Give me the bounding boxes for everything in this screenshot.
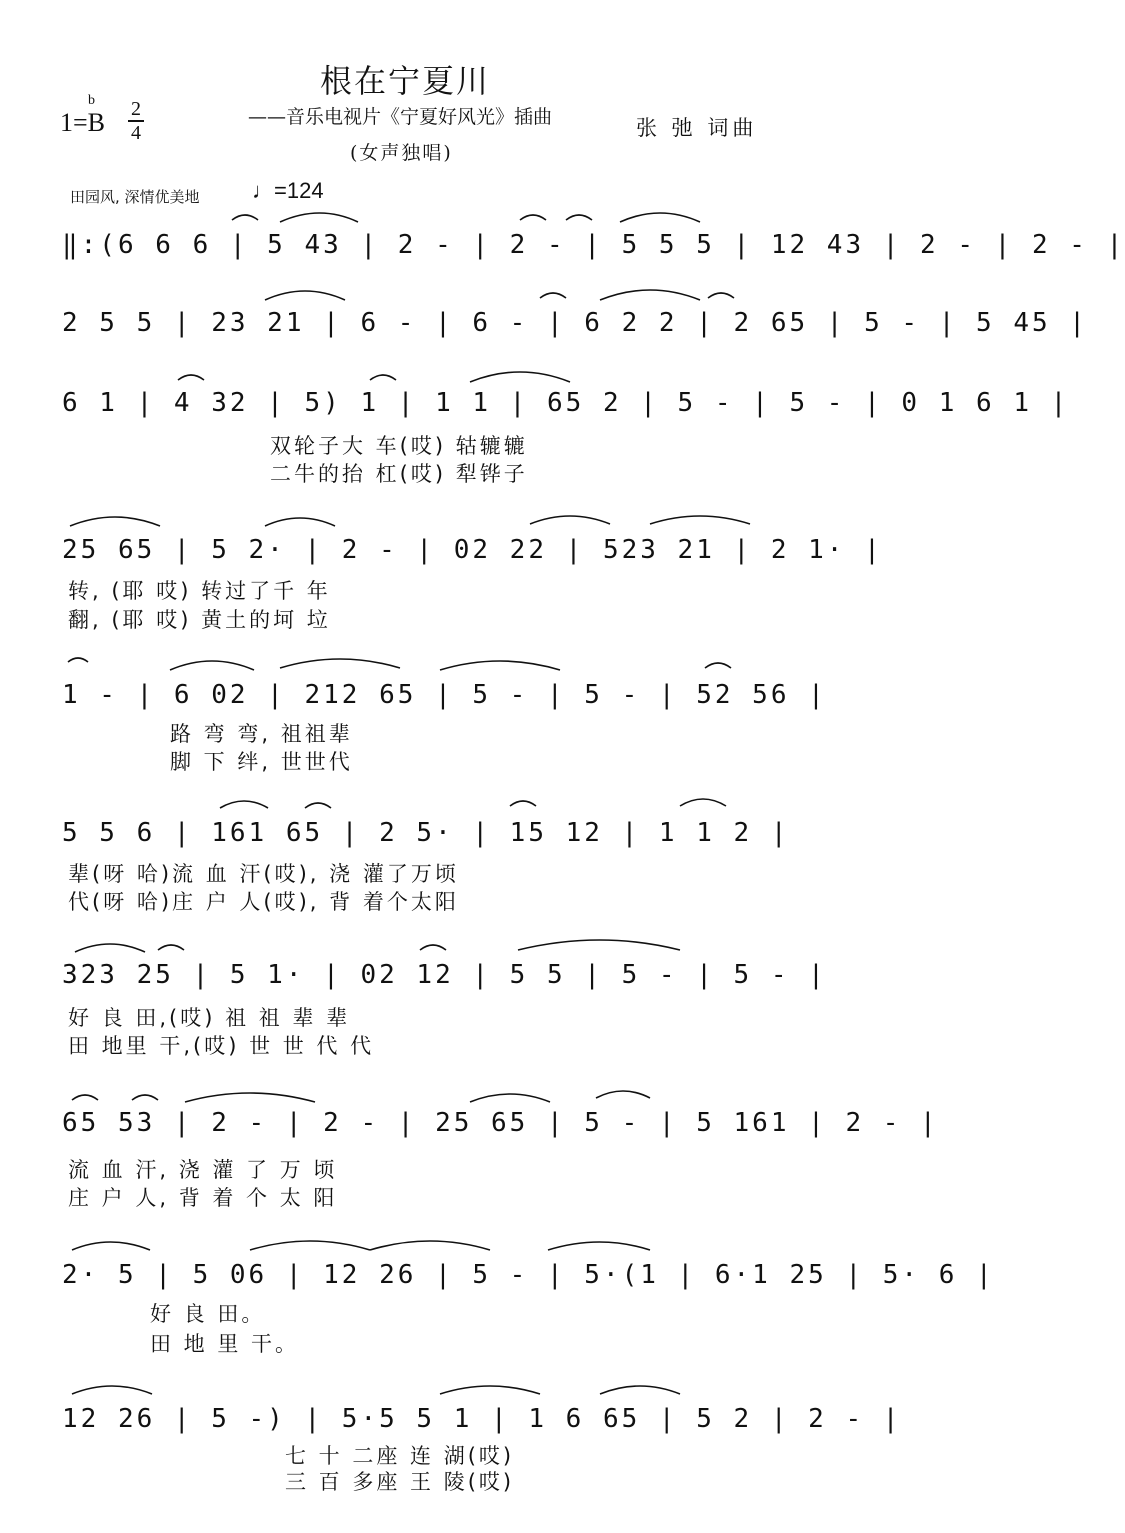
score-line: 2· 5 | 5 06 | 12 26 | 5 - | 5·(1 | 6·1 25 | 5· 6 | xyxy=(62,1260,995,1290)
slur xyxy=(596,1091,650,1098)
slur xyxy=(540,293,566,298)
slur xyxy=(548,1242,650,1250)
lyric-line: 代(呀 哈)庄 户 人(哎), 背 着个太阳 xyxy=(68,890,459,914)
slur xyxy=(650,516,750,524)
score-line: ‖:(6 6 6 | 5 43 | 2 - | 2 - | 5 5 5 | 12 43 | 2 - | 2 - | xyxy=(62,230,1125,260)
slur xyxy=(250,1241,370,1250)
lyric-line: 好 良 田。 xyxy=(150,1302,266,1326)
slur xyxy=(470,372,570,382)
lyric-line: 好 良 田,(哎) 祖 祖 辈 辈 xyxy=(68,1006,351,1030)
score-line: 12 26 | 5 -) | 5·5 5 1 | 1 6 65 | 5 2 | 2 - | xyxy=(62,1404,902,1434)
score-line: 6 1 | 4 32 | 5) 1 | 1 1 | 65 2 | 5 - | 5 - | 0 1 6 1 | xyxy=(62,388,1070,418)
slur xyxy=(265,518,335,526)
slur xyxy=(185,1093,315,1102)
score-line: 323 25 | 5 1· | 02 12 | 5 5 | 5 - | 5 - | xyxy=(62,960,827,990)
lyric-line: 辈(呀 哈)流 血 汗(哎), 浇 灌了万顷 xyxy=(68,862,459,886)
lyric-line: 路 弯 弯, 祖祖辈 xyxy=(170,722,353,746)
slur xyxy=(440,1386,540,1394)
key-prefix: 1= xyxy=(60,108,88,137)
slur xyxy=(158,945,184,950)
lyric-line: 翻, (耶 哎) 黄土的坷 垃 xyxy=(68,608,331,632)
slur xyxy=(72,1386,152,1394)
score-line: 5 5 6 | 161 65 | 2 5· | 15 12 | 1 1 2 | xyxy=(62,818,790,848)
slur xyxy=(708,293,734,298)
time-signature xyxy=(128,98,144,144)
slur xyxy=(600,1386,680,1394)
slur xyxy=(530,516,610,524)
lyric-line: 三 百 多座 王 陵(哎) xyxy=(285,1470,515,1494)
title: 根在宁夏川 xyxy=(319,62,490,100)
slur xyxy=(370,1241,490,1250)
lyric-line: 田 地里 干,(哎) 世 世 代 代 xyxy=(68,1034,375,1058)
lyric-line: 七 十 二座 连 湖(哎) xyxy=(285,1444,515,1468)
slur xyxy=(72,1095,98,1100)
lyric-line: 脚 下 绊, 世世代 xyxy=(170,750,353,774)
key-signature xyxy=(60,108,105,138)
slur xyxy=(305,803,331,808)
slur xyxy=(220,801,268,808)
key-note: B xyxy=(87,108,106,137)
slur xyxy=(420,945,446,950)
slur xyxy=(600,290,700,300)
slur xyxy=(370,375,396,380)
meter-bottom: 4 xyxy=(131,122,141,144)
composer: 张 弛 词曲 xyxy=(636,116,758,140)
slur xyxy=(520,215,546,220)
slur xyxy=(68,658,88,662)
tempo-mark: ♩=124 xyxy=(252,178,324,203)
lyric-line: 转, (耶 哎) 转过了千 年 xyxy=(68,579,331,603)
score-line: 1 - | 6 02 | 212 65 | 5 - | 5 - | 52 56 | xyxy=(62,680,827,710)
slur xyxy=(280,213,358,222)
voice-type: (女声独唱) xyxy=(350,142,453,164)
slur xyxy=(566,215,592,220)
slur xyxy=(70,517,160,526)
slur xyxy=(705,663,731,668)
slur xyxy=(680,799,726,806)
slur xyxy=(510,801,536,806)
slur xyxy=(178,375,204,380)
slur xyxy=(75,944,145,952)
key-flat: b xyxy=(88,93,95,108)
slur xyxy=(280,659,400,668)
lyric-line: 流 血 汗, 浇 灌 了 万 顷 xyxy=(68,1158,338,1182)
lyric-line: 二牛的抬 杠(哎) 犁铧子 xyxy=(270,462,528,486)
slur xyxy=(72,1242,150,1250)
slur xyxy=(232,215,258,220)
meter-top: 2 xyxy=(131,98,141,120)
slur xyxy=(440,661,560,670)
expression-mark: 田园风, 深情优美地 xyxy=(70,188,200,206)
slur xyxy=(170,661,254,670)
subtitle: ——音乐电视片《宁夏好风光》插曲 xyxy=(248,106,553,128)
lyric-line: 庄 户 人, 背 着 个 太 阳 xyxy=(68,1186,338,1210)
slur xyxy=(470,1094,550,1102)
slur xyxy=(620,213,700,222)
lyric-line: 田 地 里 干。 xyxy=(150,1332,300,1356)
score-line: 25 65 | 5 2· | 2 - | 02 22 | 523 21 | 2 1· | xyxy=(62,535,883,565)
slur xyxy=(265,291,345,300)
score-line: 65 53 | 2 - | 2 - | 25 65 | 5 - | 5 161 | 2 - | xyxy=(62,1108,939,1138)
slur xyxy=(132,1095,158,1100)
score-line: 2 5 5 | 23 21 | 6 - | 6 - | 6 2 2 | 2 65 | 5 - | 5 45 | xyxy=(62,308,1088,338)
slur xyxy=(518,940,680,950)
lyric-line: 双轮子大 车(哎) 轱辘辘 xyxy=(270,434,528,458)
